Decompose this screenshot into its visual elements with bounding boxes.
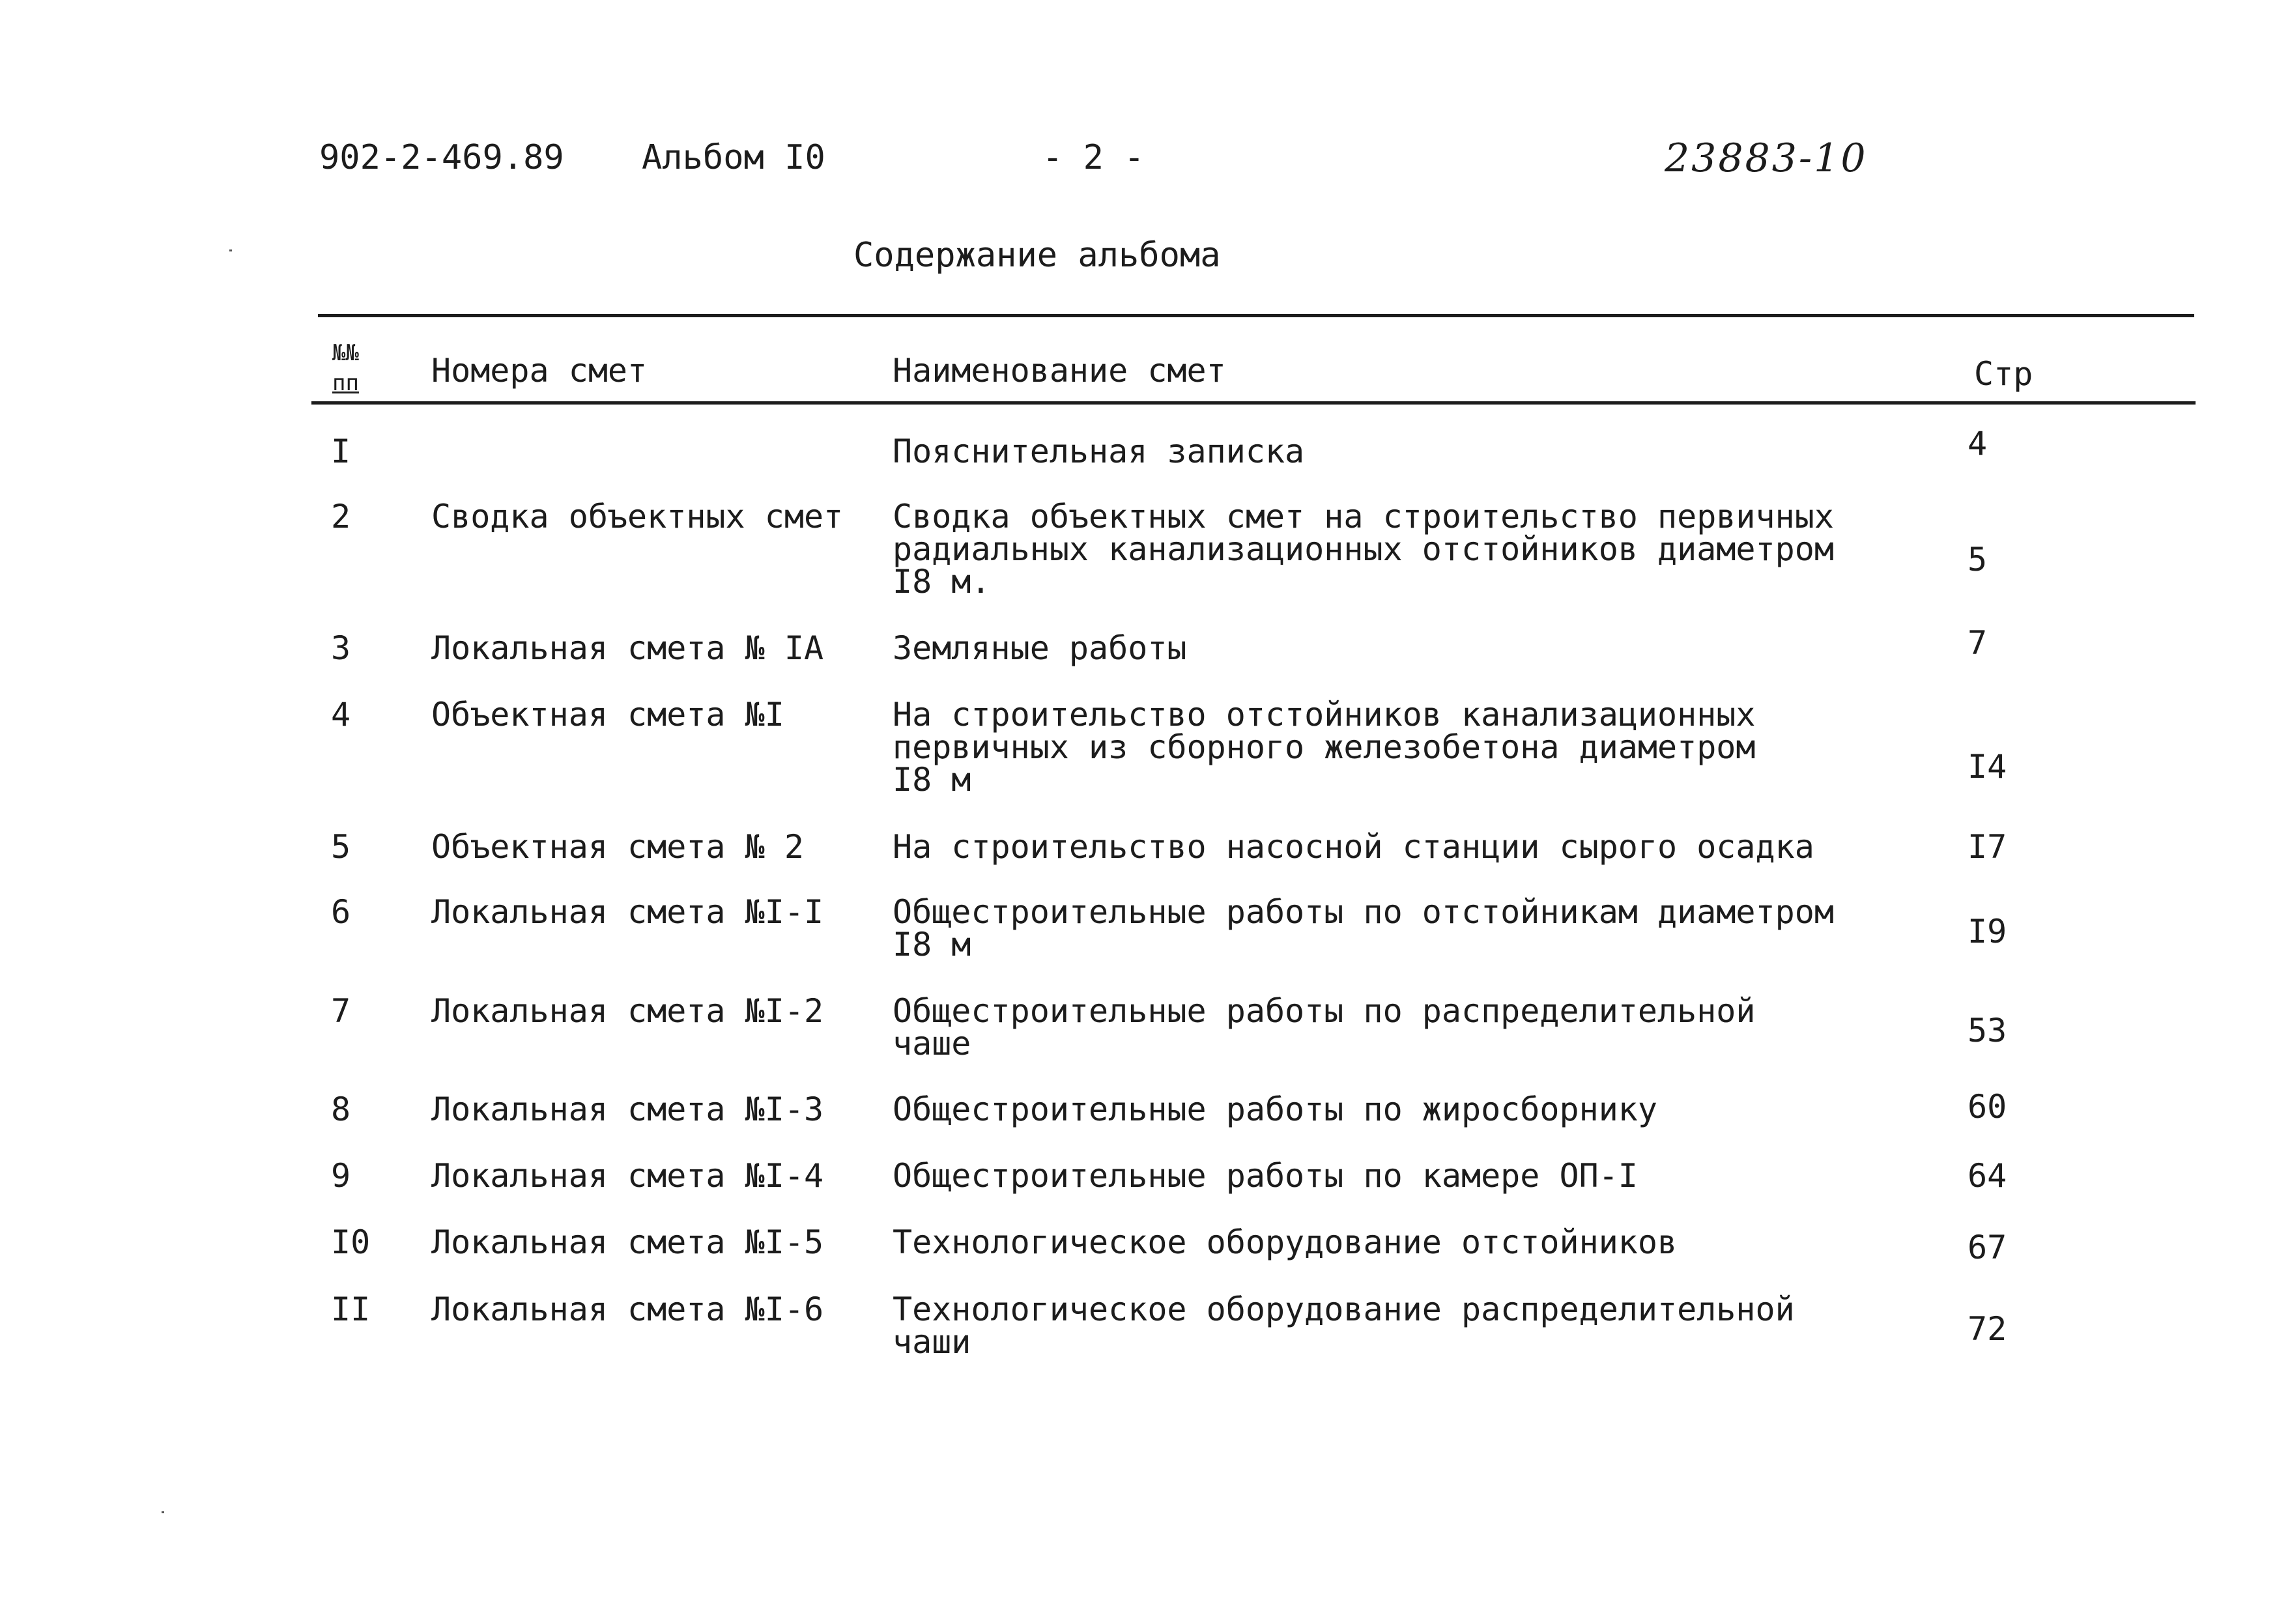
row-number: 6	[331, 893, 351, 931]
row-number: 8	[331, 1090, 351, 1128]
estimate-number: Локальная смета №I-6	[431, 1290, 824, 1328]
row-number: 9	[331, 1157, 351, 1195]
row-number: I0	[331, 1223, 371, 1261]
estimate-name-line: радиальных канализационных отстойников диаметром	[893, 530, 1834, 568]
estimate-name-line: Технологическое оборудование отстойников	[893, 1223, 1678, 1261]
page-ref: 60	[1968, 1088, 2007, 1126]
row-number: 3	[331, 629, 351, 667]
estimate-number: Локальная смета №I-5	[431, 1223, 824, 1261]
estimate-name-line: I8 м	[893, 926, 971, 963]
column-header-page: Стр	[1974, 355, 2033, 393]
page-ref: 72	[1968, 1310, 2007, 1348]
album-label: Альбом I0	[642, 138, 825, 177]
column-header-number: Номера смет	[431, 352, 648, 390]
row-number: 2	[331, 498, 351, 535]
estimate-number: Объектная смета №I	[431, 696, 784, 734]
row-number: II	[331, 1290, 371, 1328]
estimate-name-line: Пояснительная записка	[893, 433, 1305, 470]
page-title: Содержание альбома	[853, 236, 1221, 275]
estimate-number: Локальная смета № IA	[431, 629, 824, 667]
document-code: 902-2-469.89	[319, 138, 564, 177]
estimate-name-line: Общестроительные работы по распределительной	[893, 992, 1756, 1030]
estimate-number: Локальная смета №I-2	[431, 992, 824, 1030]
page-ref: 67	[1968, 1229, 2007, 1266]
page-ref: 53	[1968, 1012, 2007, 1049]
page-ref: 7	[1968, 624, 1988, 662]
row-number: 5	[331, 828, 351, 866]
estimate-number: Локальная смета №I-4	[431, 1157, 824, 1195]
table-top-rule	[318, 314, 2194, 317]
page-ref: I9	[1968, 913, 2007, 950]
page-ref: I7	[1968, 828, 2007, 866]
page-ref: 4	[1968, 425, 1988, 463]
estimate-name-line: Сводка объектных смет на строительство первичных	[893, 498, 1834, 535]
estimate-number: Объектная смета № 2	[431, 828, 804, 866]
column-header-no-bottom: пп	[332, 370, 359, 396]
estimate-name-line: чаше	[893, 1025, 971, 1062]
estimate-number: Сводка объектных смет	[431, 498, 844, 535]
scan-speck	[229, 249, 232, 251]
estimate-name-line: На строительство отстойников канализационных	[893, 696, 1756, 734]
page-ref: 5	[1968, 541, 1988, 578]
estimate-number: Локальная смета №I-I	[431, 893, 824, 931]
row-number: 4	[331, 696, 351, 734]
estimate-name-line: первичных из сборного железобетона диаметром	[893, 728, 1756, 766]
estimate-name-line: Земляные работы	[893, 629, 1187, 667]
scan-speck	[162, 1511, 164, 1513]
estimate-name-line: Общестроительные работы по жиросборнику	[893, 1090, 1657, 1128]
estimate-number: Локальная смета №I-3	[431, 1090, 824, 1128]
table-header-rule	[311, 401, 2196, 405]
estimate-name-line: Общестроительные работы по камере ОП-I	[893, 1157, 1638, 1195]
page-ref: 64	[1968, 1157, 2007, 1195]
inventory-number: 23883-10	[1665, 135, 1868, 181]
column-header-name: Наименование смет	[893, 352, 1226, 390]
column-header-no-top: №№	[332, 340, 359, 366]
row-number: I	[331, 433, 351, 470]
page-number: - 2 -	[1042, 138, 1145, 177]
estimate-name-line: На строительство насосной станции сырого осадка	[893, 828, 1814, 866]
row-number: 7	[331, 992, 351, 1030]
page-ref: I4	[1968, 748, 2007, 786]
estimate-name-line: I8 м.	[893, 563, 991, 601]
estimate-name-line: Общестроительные работы по отстойникам диаметром	[893, 893, 1834, 931]
estimate-name-line: I8 м	[893, 761, 971, 799]
estimate-name-line: чаши	[893, 1323, 971, 1361]
estimate-name-line: Технологическое оборудование распределительной	[893, 1290, 1795, 1328]
